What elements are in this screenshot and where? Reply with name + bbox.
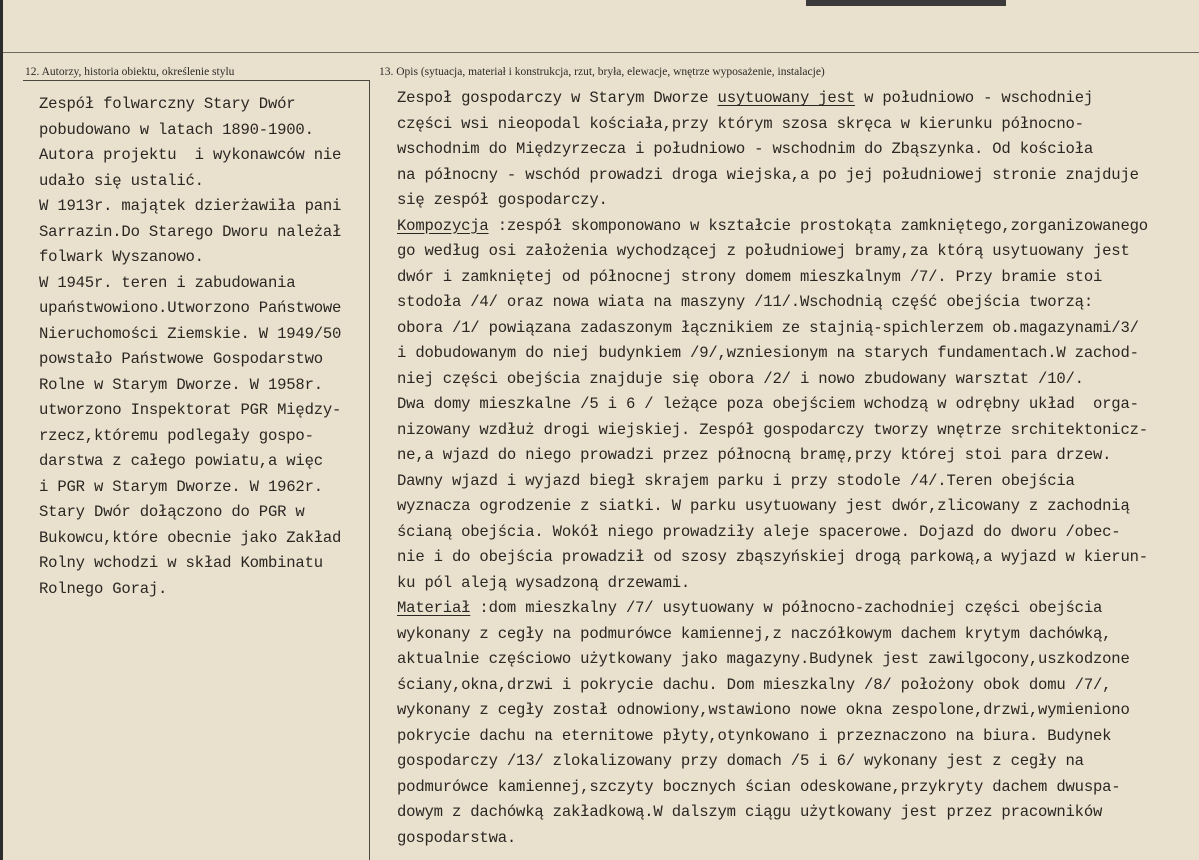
description-line bbox=[397, 647, 1199, 673]
description-text-segment: ściany,okna,drzwi i pokrycie dachu. Dom mieszkalny /8/ położony obok domu /7/, bbox=[397, 675, 1112, 694]
description-text-segment: Dwa domy mieszkalne /5 i 6 / leżące poza obejściem wchodzą w odrębny układ orga- bbox=[397, 395, 1139, 413]
history-line: Zespół folwarczny Stary Dwór bbox=[39, 95, 296, 113]
top-edge-mark bbox=[806, 0, 1006, 6]
history-line: pobudowano w latach 1890-1900. bbox=[39, 120, 314, 139]
description-line bbox=[397, 418, 1199, 444]
description-line bbox=[397, 469, 1199, 495]
description-text-segment: wykonany z cegły został odnowiony,wstawiono nowe okna zespolone,drzwi,wymieniono bbox=[397, 701, 1130, 719]
section-13-header: 13. Opis (sytuacja, materiał i konstrukcja, rzut, bryła, elewacje, wnętrze wyposażenie, instalacje) bbox=[379, 66, 825, 78]
description-text-segment: na północny - wschód prowadzi droga wiejska,a po jej południowej stronie znajduje bbox=[397, 165, 1139, 184]
history-line: Stary Dwór dołączono do PGR w bbox=[39, 503, 305, 521]
description-line bbox=[397, 622, 1199, 648]
description-text-segment: aktualnie częściowo użytkowany jako magazyny.Budynek jest zawilgocony,uszkodzone bbox=[397, 650, 1130, 668]
history-line: W 1945r. teren i zabudowania bbox=[39, 273, 296, 292]
description-line bbox=[397, 545, 1199, 571]
description-text-segment: dwór i zamkniętej od północnej strony domem mieszkalnym /7/. Przy bramie stoi bbox=[397, 267, 1103, 286]
description-line bbox=[397, 775, 1199, 801]
description-line bbox=[397, 494, 1199, 520]
description-line bbox=[397, 571, 1199, 597]
history-line: Autora projektu i wykonawców nie bbox=[39, 146, 342, 164]
description-line bbox=[397, 214, 1199, 240]
description-text-segment: wyznacza ogrodzenie z siatki. W parku usytuowany jest dwór,zlicowany z zachodnią bbox=[397, 497, 1130, 515]
description-line bbox=[397, 163, 1199, 189]
description-line bbox=[397, 137, 1199, 163]
history-line: upaństwowiono.Utworzono Państwowe bbox=[39, 299, 342, 317]
description-text-segment: wykonany z cegły na podmurówce kamiennej,z naczółkowym dachem krytym dachówką, bbox=[397, 624, 1112, 643]
left-column-rule bbox=[23, 80, 369, 81]
description-line bbox=[397, 724, 1199, 750]
description-text-segment: pokrycie dachu na eternitowe płyty,otynkowano i przeznaczono na biura. Budynek bbox=[397, 726, 1112, 745]
description-text-segment: wschodnim do Międzyrzecza i południowo - wschodnim do Zbąszynka. Od kościoła bbox=[397, 140, 1093, 158]
description-text-segment: się zespół gospodarczy. bbox=[397, 191, 608, 209]
description-line bbox=[397, 749, 1199, 775]
description-text-segment: podmurówce kamiennej,szczyty bocznych ścian odeskowane,przykryty dachem dwuspa- bbox=[397, 777, 1121, 796]
column-divider bbox=[369, 80, 370, 860]
description-text-segment: nizowany wzdłuż drogi wiejskiej. Zespół gospodarczy tworzy wnętrze srchitektonicz- bbox=[397, 420, 1148, 439]
section-12-header: 12. Autorzy, historia obiektu, określenie stylu bbox=[25, 66, 235, 78]
history-line: folwark Wyszanowo. bbox=[39, 248, 204, 266]
description-line bbox=[397, 290, 1199, 316]
underlined-term: Materiał bbox=[397, 599, 471, 617]
description-text-segment: stodoła /4/ oraz nowa wiata na maszyny /11/.Wschodnią część obejścia tworzą: bbox=[397, 293, 1093, 311]
description-text-segment: ne,a wjazd do niego prowadzi przez północną bramę,przy której stoi para drzew. bbox=[397, 446, 1112, 464]
history-line: i PGR w Starym Dworze. W 1962r. bbox=[39, 477, 323, 496]
history-line: Bukowcu,które obecnie jako Zakład bbox=[39, 528, 342, 547]
description-line bbox=[397, 341, 1199, 367]
description-line bbox=[397, 800, 1199, 826]
description-text-segment: i dobudowanym do niej budynkiem /9/,wzniesionym na starych fundamentach.W zachod- bbox=[397, 344, 1139, 362]
top-rule bbox=[3, 52, 1199, 53]
description-line bbox=[397, 239, 1199, 265]
history-line: Rolnego Goraj. bbox=[39, 579, 168, 598]
description-text-segment: nie i do obejścia prowadził od szosy zbąszyńskiej drogą parkową,a wyjazd w kierun- bbox=[397, 548, 1148, 566]
description-text-segment: Dawny wjazd i wyjazd biegł skrajem parku i przy stodole /4/.Teren obejścia bbox=[397, 471, 1075, 490]
description-line bbox=[397, 596, 1199, 622]
underlined-term: Kompozycja bbox=[397, 216, 489, 235]
history-line: udało się ustalić. bbox=[39, 171, 204, 190]
description-line bbox=[397, 673, 1199, 699]
history-text bbox=[39, 92, 367, 602]
description-line bbox=[397, 443, 1199, 469]
underlined-term: usytuowany jest bbox=[717, 89, 855, 107]
description-text-segment: niej części obejścia znajduje się obora /2/ i nowo zbudowany warsztat /10/. bbox=[397, 369, 1084, 388]
history-line: Rolny wchodzi w skład Kombinatu bbox=[39, 554, 323, 572]
history-line: utworzono Inspektorat PGR Między- bbox=[39, 401, 342, 419]
description-text-segment: obora /1/ powiązana zadaszonym łącznikiem ze stajnią-spichlerzem ob.magazynami/3/ bbox=[397, 318, 1139, 337]
description-line bbox=[397, 112, 1199, 138]
description-line bbox=[397, 520, 1199, 546]
description-text-segment: gospodarczy /13/ zlokalizowany przy domach /5 i 6/ wykonany jest z cegły na bbox=[397, 752, 1084, 770]
description-line bbox=[397, 316, 1199, 342]
description-line bbox=[397, 392, 1199, 418]
description-text-segment: ścianą obejścia. Wokół niego prowadziły aleje spacerowe. Dojazd do dworu /obec- bbox=[397, 522, 1121, 541]
description-line bbox=[397, 265, 1199, 291]
description-line bbox=[397, 188, 1199, 214]
history-line: powstało Państwowe Gospodarstwo bbox=[39, 350, 323, 368]
description-line bbox=[397, 698, 1199, 724]
description-line bbox=[397, 367, 1199, 393]
description-line bbox=[397, 826, 1199, 852]
description-text-segment: w południowo - wschodniej bbox=[854, 89, 1094, 107]
history-line: darstwa z całego powiatu,a więc bbox=[39, 452, 323, 470]
history-line: Rolne w Starym Dworze. W 1958r. bbox=[39, 375, 323, 394]
description-text-segment: dowym z dachówką zakładkową.W dalszym ciągu użytkowany jest przez pracowników bbox=[397, 803, 1103, 821]
description-text-segment: Zespoł gospodarczy w Starym Dworze bbox=[397, 89, 718, 107]
description-text-segment: części wsi nieopodal kościała,przy którym szosa skręca w kierunku północno- bbox=[397, 114, 1084, 133]
description-text-segment: ku pól aleją wysadzoną drzewami. bbox=[397, 573, 691, 592]
history-line: rzecz,któremu podlegały gospo- bbox=[39, 426, 314, 445]
description-line bbox=[397, 86, 1199, 112]
history-line: Nieruchomości Ziemskie. W 1949/50 bbox=[39, 324, 342, 343]
description-text-segment: go według osi założenia wychodzącej z południowej bramy,za którą usytuowany jest bbox=[397, 242, 1130, 260]
description-text-segment: gospodarstwa. bbox=[397, 828, 517, 847]
history-line: Sarrazin.Do Starego Dworu należał bbox=[39, 222, 342, 241]
description-text-segment: :zespół skomponowano w kształcie prostokąta zamkniętego,zorganizowanego bbox=[488, 216, 1148, 235]
description-text-segment: :dom mieszkalny /7/ usytuowany w północno-zachodniej części obejścia bbox=[470, 599, 1103, 617]
history-line: W 1913r. majątek dzierżawiła pani bbox=[39, 197, 342, 215]
description-text bbox=[397, 86, 1199, 851]
